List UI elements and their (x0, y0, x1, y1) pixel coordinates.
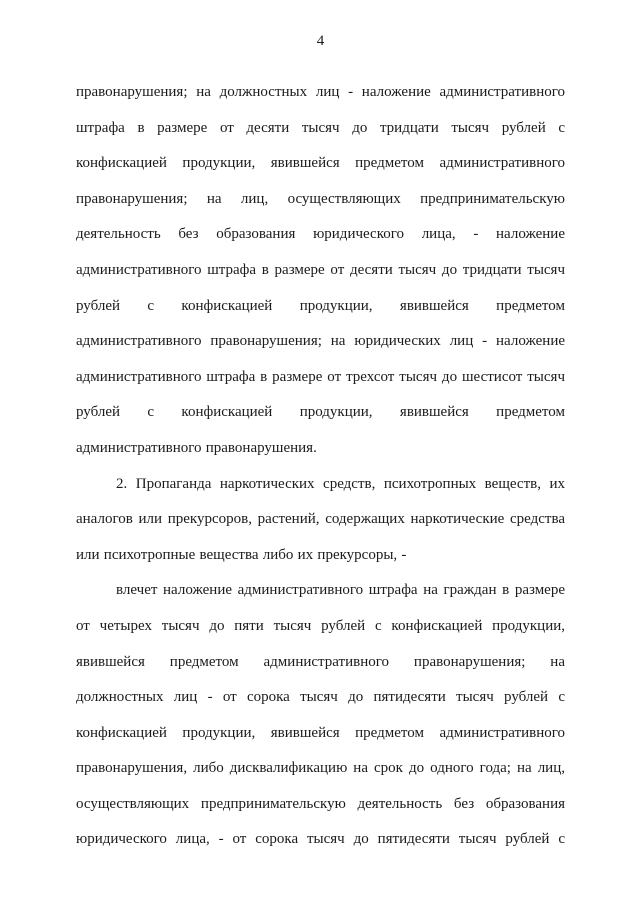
document-body (76, 75, 565, 858)
text-line: явившейся предметом административного правонарушения; на (76, 653, 565, 670)
text-line: конфискацией продукции, явившейся предметом административного (76, 724, 565, 741)
text-line paragraph-start: 2. Пропаганда наркотических средств, психотропных веществ, их (116, 475, 565, 492)
text-line: юридического лица, - от сорока тысяч до пятидесяти тысяч рублей с (76, 831, 565, 848)
text-line paragraph-end: или психотропные вещества либо их прекурсоры, - (76, 546, 407, 563)
text-line: рублей с конфискацией продукции, явившейся предметом (76, 404, 565, 421)
text-line: административного штрафа в размере от десяти тысяч до тридцати тысяч (76, 261, 565, 278)
text-line: административного штрафа в размере от трехсот тысяч до шестисот тысяч (76, 368, 565, 385)
text-line: от четырех тысяч до пяти тысяч рублей с конфискацией продукции, (76, 617, 565, 634)
text-line: правонарушения, либо дисквалификацию на срок до одного года; на лиц, (76, 760, 565, 777)
text-line: аналогов или прекурсоров, растений, содержащих наркотические средства (76, 511, 565, 528)
text-line: должностных лиц - от сорока тысяч до пятидесяти тысяч рублей с (76, 689, 565, 706)
text-line: рублей с конфискацией продукции, явившейся предметом (76, 297, 565, 314)
text-line: осуществляющих предпринимательскую деятельность без образования (76, 795, 565, 812)
text-line: правонарушения; на лиц, осуществляющих предпринимательскую (76, 190, 565, 207)
text-line: правонарушения; на должностных лиц - наложение административного (76, 84, 565, 100)
text-line paragraph-start: влечет наложение административного штрафа на граждан в размере (116, 582, 565, 599)
text-line: конфискацией продукции, явившейся предметом административного (76, 155, 565, 172)
text-line: деятельность без образования юридического лица, - наложение (76, 226, 565, 243)
text-line: административного правонарушения; на юридических лиц - наложение (76, 333, 565, 350)
text-line paragraph-end: административного правонарушения. (76, 439, 317, 456)
text-line: штрафа в размере от десяти тысяч до тридцати тысяч рублей с (76, 119, 565, 136)
page-number: 4 (316, 33, 325, 49)
